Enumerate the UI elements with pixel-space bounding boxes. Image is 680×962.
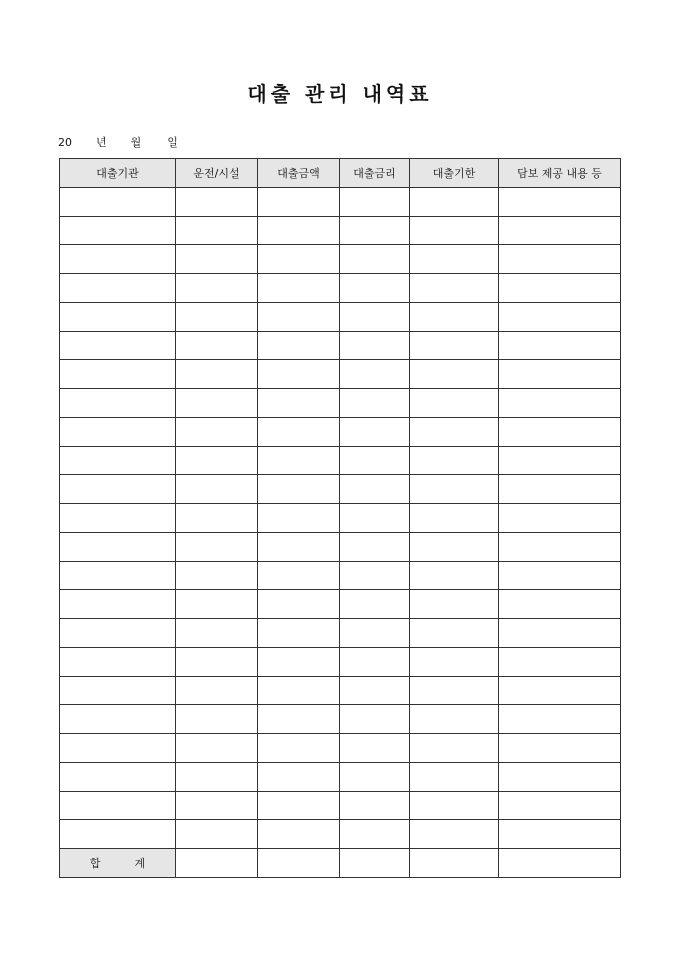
table-cell[interactable] [410, 676, 499, 705]
header-row [60, 159, 621, 188]
table-cell[interactable] [340, 274, 410, 303]
table-cell[interactable] [60, 820, 176, 849]
table-row [60, 446, 621, 475]
table-cell[interactable] [410, 245, 499, 274]
table-cell[interactable] [499, 504, 621, 533]
ledger-body [60, 187, 621, 877]
table-cell[interactable] [60, 676, 176, 705]
table-cell[interactable] [410, 504, 499, 533]
table-cell[interactable] [499, 820, 621, 849]
table-cell[interactable] [176, 590, 258, 619]
table-cell[interactable] [340, 475, 410, 504]
table-row [60, 820, 621, 849]
table-cell[interactable] [410, 561, 499, 590]
table-cell[interactable] [258, 791, 340, 820]
table-cell[interactable] [499, 302, 621, 331]
table-cell[interactable] [60, 274, 176, 303]
table-cell[interactable] [499, 331, 621, 360]
table-row [60, 331, 621, 360]
total-label [60, 849, 176, 878]
table-row [60, 791, 621, 820]
table-cell[interactable] [176, 532, 258, 561]
table-cell[interactable] [499, 590, 621, 619]
table-cell[interactable] [410, 360, 499, 389]
table-cell[interactable] [176, 734, 258, 763]
table-cell[interactable] [258, 504, 340, 533]
table-cell[interactable] [340, 302, 410, 331]
table-cell[interactable] [340, 446, 410, 475]
table-cell[interactable] [176, 504, 258, 533]
table-cell[interactable] [176, 762, 258, 791]
table-cell[interactable] [176, 274, 258, 303]
date-month-unit: 월 [130, 136, 142, 149]
table-cell[interactable] [340, 504, 410, 533]
table-cell[interactable] [176, 302, 258, 331]
table-cell[interactable] [410, 389, 499, 418]
table-cell[interactable] [176, 475, 258, 504]
table-row [60, 676, 621, 705]
table-cell[interactable] [258, 274, 340, 303]
table-cell[interactable] [258, 302, 340, 331]
table-row [60, 302, 621, 331]
table-cell[interactable] [258, 331, 340, 360]
table-cell[interactable] [340, 734, 410, 763]
table-cell[interactable] [258, 820, 340, 849]
table-cell[interactable] [410, 532, 499, 561]
table-cell[interactable] [60, 302, 176, 331]
table-cell[interactable] [340, 676, 410, 705]
table-cell[interactable] [60, 762, 176, 791]
table-cell[interactable] [499, 705, 621, 734]
table-cell[interactable] [176, 561, 258, 590]
table-cell[interactable] [176, 619, 258, 648]
date-line [58, 134, 178, 150]
date-year-unit: 년 [96, 136, 107, 149]
total-cell[interactable] [340, 849, 410, 878]
table-cell[interactable] [410, 331, 499, 360]
table-row [60, 705, 621, 734]
table-cell[interactable] [410, 590, 499, 619]
table-cell[interactable] [410, 475, 499, 504]
table-cell[interactable] [258, 762, 340, 791]
table-cell[interactable] [499, 187, 621, 216]
table-row [60, 187, 621, 216]
table-row [60, 216, 621, 245]
table-row [60, 504, 621, 533]
table-cell[interactable] [176, 676, 258, 705]
table-cell[interactable] [258, 389, 340, 418]
date-year-prefix: 20 [58, 136, 72, 149]
total-row [60, 849, 621, 878]
table-cell[interactable] [410, 647, 499, 676]
table-cell[interactable] [258, 446, 340, 475]
table-cell[interactable] [258, 475, 340, 504]
table-cell[interactable] [340, 820, 410, 849]
table-cell[interactable] [258, 647, 340, 676]
table-cell[interactable] [60, 245, 176, 274]
table-cell[interactable] [340, 360, 410, 389]
table-cell[interactable] [60, 590, 176, 619]
table-cell[interactable] [60, 705, 176, 734]
table-cell[interactable] [499, 417, 621, 446]
table-cell[interactable] [410, 705, 499, 734]
table-cell[interactable] [176, 791, 258, 820]
loan-ledger-table [59, 158, 621, 878]
table-cell[interactable] [410, 187, 499, 216]
table-cell[interactable] [60, 532, 176, 561]
table-cell[interactable] [60, 187, 176, 216]
table-cell[interactable] [499, 647, 621, 676]
table-cell[interactable] [258, 245, 340, 274]
table-cell[interactable] [258, 676, 340, 705]
table-cell[interactable] [340, 705, 410, 734]
table-cell[interactable] [258, 417, 340, 446]
table-cell[interactable] [499, 274, 621, 303]
column-header-interest-rate: 대출금리 [340, 159, 410, 188]
total-cell[interactable] [176, 849, 258, 878]
table-row [60, 360, 621, 389]
document-title: 대출 관리 내역표 [247, 82, 433, 106]
table-cell[interactable] [176, 187, 258, 216]
table-cell[interactable] [176, 705, 258, 734]
table-cell[interactable] [499, 676, 621, 705]
table-cell[interactable] [258, 360, 340, 389]
table-cell[interactable] [60, 389, 176, 418]
table-row [60, 762, 621, 791]
total-label-second: 계 [134, 856, 146, 870]
total-cell[interactable] [258, 849, 340, 878]
table-cell[interactable] [340, 762, 410, 791]
table-cell[interactable] [410, 734, 499, 763]
table-cell[interactable] [60, 216, 176, 245]
table-row [60, 245, 621, 274]
table-cell[interactable] [60, 734, 176, 763]
table-cell[interactable] [499, 360, 621, 389]
table-cell[interactable] [176, 446, 258, 475]
table-row [60, 532, 621, 561]
table-cell[interactable] [410, 302, 499, 331]
date-day-unit: 일 [167, 136, 178, 149]
table-cell[interactable] [258, 705, 340, 734]
table-cell[interactable] [340, 647, 410, 676]
table-cell[interactable] [176, 331, 258, 360]
table-cell[interactable] [258, 216, 340, 245]
table-row [60, 561, 621, 590]
column-header-loan-amount: 대출금액 [258, 159, 340, 188]
table-cell[interactable] [410, 791, 499, 820]
table-cell[interactable] [499, 762, 621, 791]
table-cell[interactable] [60, 417, 176, 446]
table-cell[interactable] [410, 820, 499, 849]
table-cell[interactable] [258, 619, 340, 648]
table-cell[interactable] [340, 791, 410, 820]
table-cell[interactable] [410, 619, 499, 648]
table-row [60, 475, 621, 504]
table-cell[interactable] [60, 475, 176, 504]
table-cell[interactable] [410, 417, 499, 446]
table-cell[interactable] [410, 216, 499, 245]
table-cell[interactable] [176, 820, 258, 849]
table-cell[interactable] [340, 187, 410, 216]
table-cell[interactable] [176, 360, 258, 389]
table-cell[interactable] [499, 734, 621, 763]
table-cell[interactable] [176, 417, 258, 446]
table-cell[interactable] [60, 791, 176, 820]
table-row [60, 647, 621, 676]
table-cell[interactable] [258, 532, 340, 561]
column-header-loan-term: 대출기한 [410, 159, 499, 188]
total-cell[interactable] [410, 849, 499, 878]
table-cell[interactable] [410, 274, 499, 303]
table-cell[interactable] [499, 619, 621, 648]
table-cell[interactable] [499, 791, 621, 820]
table-cell[interactable] [176, 245, 258, 274]
column-header-collateral: 담보 제공 내용 등 [499, 159, 621, 188]
table-cell[interactable] [176, 389, 258, 418]
table-cell[interactable] [258, 590, 340, 619]
table-row [60, 417, 621, 446]
table-cell[interactable] [176, 216, 258, 245]
table-cell[interactable] [340, 590, 410, 619]
table-cell[interactable] [60, 331, 176, 360]
table-cell[interactable] [176, 647, 258, 676]
table-cell[interactable] [499, 216, 621, 245]
table-row [60, 274, 621, 303]
table-row [60, 734, 621, 763]
total-label-first: 합 [89, 856, 101, 870]
table-cell[interactable] [258, 561, 340, 590]
table-cell[interactable] [60, 647, 176, 676]
table-cell[interactable] [60, 561, 176, 590]
table-cell[interactable] [258, 734, 340, 763]
table-cell[interactable] [499, 389, 621, 418]
table-cell[interactable] [499, 561, 621, 590]
table-cell[interactable] [340, 245, 410, 274]
table-cell[interactable] [410, 446, 499, 475]
table-cell[interactable] [340, 417, 410, 446]
table-cell[interactable] [258, 187, 340, 216]
column-header-lender: 대출기관 [60, 159, 176, 188]
table-row [60, 590, 621, 619]
table-cell[interactable] [340, 532, 410, 561]
table-cell[interactable] [60, 446, 176, 475]
table-cell[interactable] [340, 619, 410, 648]
table-cell[interactable] [60, 504, 176, 533]
table-row [60, 389, 621, 418]
table-cell[interactable] [60, 619, 176, 648]
table-cell[interactable] [499, 532, 621, 561]
table-cell[interactable] [499, 475, 621, 504]
table-cell[interactable] [340, 389, 410, 418]
table-cell[interactable] [340, 216, 410, 245]
table-cell[interactable] [499, 446, 621, 475]
table-cell[interactable] [410, 762, 499, 791]
total-cell[interactable] [499, 849, 621, 878]
table-cell[interactable] [60, 360, 176, 389]
table-cell[interactable] [499, 245, 621, 274]
column-header-operating-facility: 운전/시설 [176, 159, 258, 188]
table-cell[interactable] [340, 331, 410, 360]
table-row [60, 619, 621, 648]
table-cell[interactable] [340, 561, 410, 590]
